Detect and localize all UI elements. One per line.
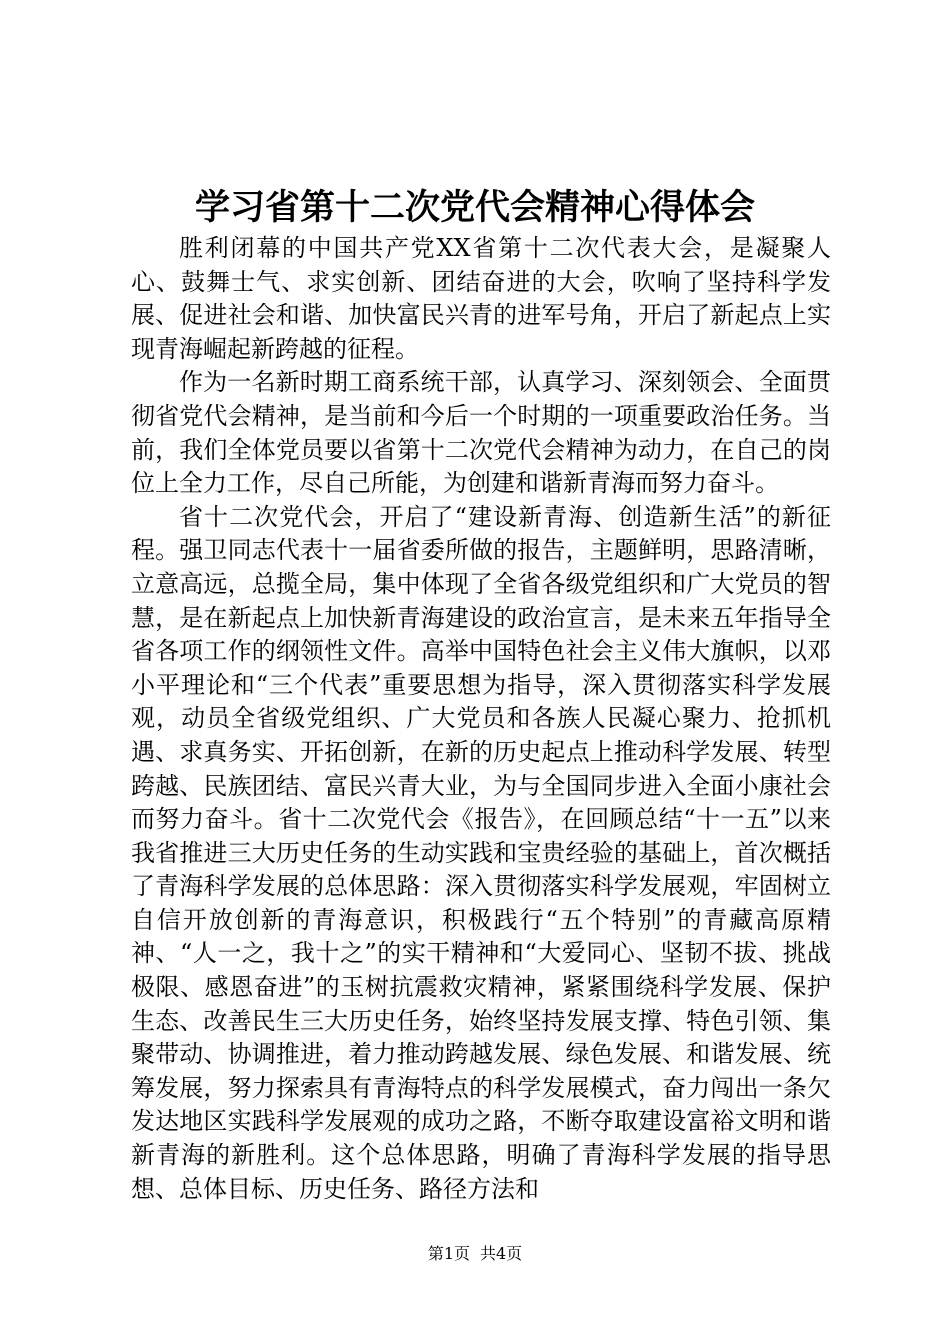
- paragraph-1: 胜利闭幕的中国共产党XX省第十二次代表大会，是凝聚人心、鼓舞士气、求实创新、团结奋进的大会，吹响了坚持科学发展、促进社会和谐、加快富民兴青的进军号角，开启了新起点上实现青海崛起新跨越的征程。: [131, 234, 831, 363]
- paragraph-2: 作为一名新时期工商系统干部，认真学习、深刻领会、全面贯彻省党代会精神，是当前和今后一个时期的一项重要政治任务。当前，我们全体党员要以省第十二次党代会精神为动力，在自己的岗位上全力工作，尽自己所能，为创建和谐新青海而努力奋斗。: [131, 368, 831, 498]
- paragraph-3: 省十二次党代会，开启了“建设新青海、创造新生活”的新征程。强卫同志代表十一届省委所做的报告，主题鲜明，思路清晰，立意高远，总揽全局，集中体现了全省各级党组织和广大党员的智慧，是在新起点上加快新青海建设的政治宣言，是未来五年指导全省各项工作的纲领性文件。高举中国特色社会主义伟大旗帜，以邓小平理论和“三个代表”重要思想为指导，深入贯彻落实科学发展观，动员全省级党组织、广大党员和各族人民凝心聚力、抢抓机遇、求真务实、开拓创新，在新的历史起点上推动科学发展、转型跨越、民族团结、富民兴青大业，为与全国同步进入全面小康社会而努力奋斗。省十二次党代会《报告》，在回顾总结“十一五”以来我省推进三大历史任务的生动实践和宝贵经验的基础上，首次概括了青海科学发展的总体思路：深入贯彻落实科学发展观，牢固树立自信开放创新的青海意识，积极践行“五个特别”的青藏高原精神、“人一之，我十之”的实干精神和“大爱同心、坚韧不拔、挑战极限、感恩奋进”的玉树抗震救灾精神，紧紧围绕科学发展、保护生态、改善民生三大历史任务，始终坚持发展支撑、特色引领、集聚带动、协调推进，着力推动跨越发展、绿色发展、和谐发展、统筹发展，努力探索具有青海特点的科学发展模式，奋力闯出一条欠发达地区实践科学发展观的成功之路，不断夺取建设富裕文明和谐新青海的新胜利。这个总体思路，明确了青海科学发展的指导思想、总体目标、历史任务、路径方法和: [131, 502, 831, 1203]
- page-number: 第1页: [427, 1244, 470, 1263]
- page-total: 共4页: [480, 1244, 523, 1263]
- document-body: [131, 232, 831, 1206]
- document-title: 学习省第十二次党代会精神心得体会: [194, 187, 755, 228]
- page-footer: [0, 1242, 950, 1266]
